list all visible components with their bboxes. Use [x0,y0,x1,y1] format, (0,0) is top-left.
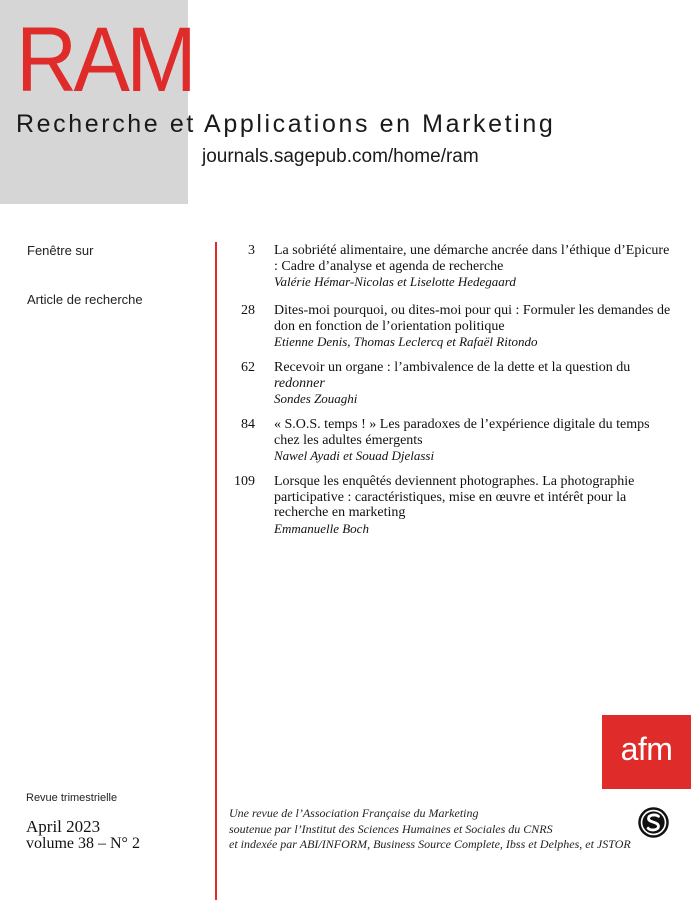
toc-page-number: 3 [248,243,255,258]
toc-article-authors: Nawel Ayadi et Souad Djelassi [274,448,435,463]
publisher-line: et indexée par ABI/INFORM, Business Source Complete, Ibss et Delphes, et JSTOR [229,837,631,851]
toc-title-italic: redonner [274,375,325,391]
table-of-contents [225,243,675,547]
toc-entry-5[interactable] [225,474,675,536]
publisher-line: soutenue par l’Institut des Sciences Humaines et Sociales du CNRS [229,821,553,836]
toc-entry-3[interactable] [225,360,675,406]
section-label-fenetre: Fenêtre sur [27,243,94,258]
vertical-divider [215,242,217,900]
toc-page-number: 28 [241,303,255,318]
afm-logo [602,715,691,789]
toc-entry-2[interactable] [225,303,675,349]
sage-logo-icon [637,806,670,839]
afm-logo-text: afm [620,731,673,767]
publication-frequency: Revue trimestrielle [26,792,118,804]
toc-title-text: Recevoir un organe : l’ambivalence de la dette et la question du [274,360,631,375]
toc-article-title[interactable]: Lorsque les enquêtés deviennent photographes. La photographie participative : caractéristiques, mise en œuvre et intérêt pour la recherche en marketing [274,474,635,520]
toc-article-title[interactable]: Dites-moi pourquoi, ou dites-moi pour qui : Formuler les demandes de don en fonction de l’orientation politique [274,303,671,334]
ram-logo: RAM [16,9,194,111]
journal-website-link[interactable]: journals.sagepub.com/home/ram [202,146,479,167]
issue-date: April 2023 [26,817,101,836]
toc-article-title[interactable]: La sobriété alimentaire, une démarche ancrée dans l’éthique d’Epicure : Cadre d’analyse et agenda de recherche [274,243,670,274]
toc-article-authors: Sondes Zouaghi [274,391,358,406]
toc-page-number: 84 [241,417,255,432]
toc-article-title[interactable]: « S.O.S. temps ! » Les paradoxes de l’expérience digitale du temps chez les adultes émergents [274,417,650,448]
journal-full-title: Recherche et Applications en Marketing [16,110,556,138]
toc-article-authors: Valérie Hémar-Nicolas et Liselotte Hedegaard [274,274,516,289]
publisher-line: Une revue de l’Association Française du Marketing [229,806,479,820]
toc-article-authors: Emmanuelle Boch [274,520,369,536]
publisher-info [229,806,629,853]
toc-page-number: 62 [241,360,255,375]
issue-volume: volume 38 – N° 2 [26,835,140,852]
section-label-article: Article de recherche [27,292,143,307]
toc-entry-1[interactable] [225,243,675,289]
toc-article-authors: Etienne Denis, Thomas Leclercq et Rafaël Ritondo [274,334,538,349]
toc-article-title[interactable] [274,360,674,391]
toc-entry-4[interactable] [225,417,675,463]
toc-page-number: 109 [234,474,255,489]
